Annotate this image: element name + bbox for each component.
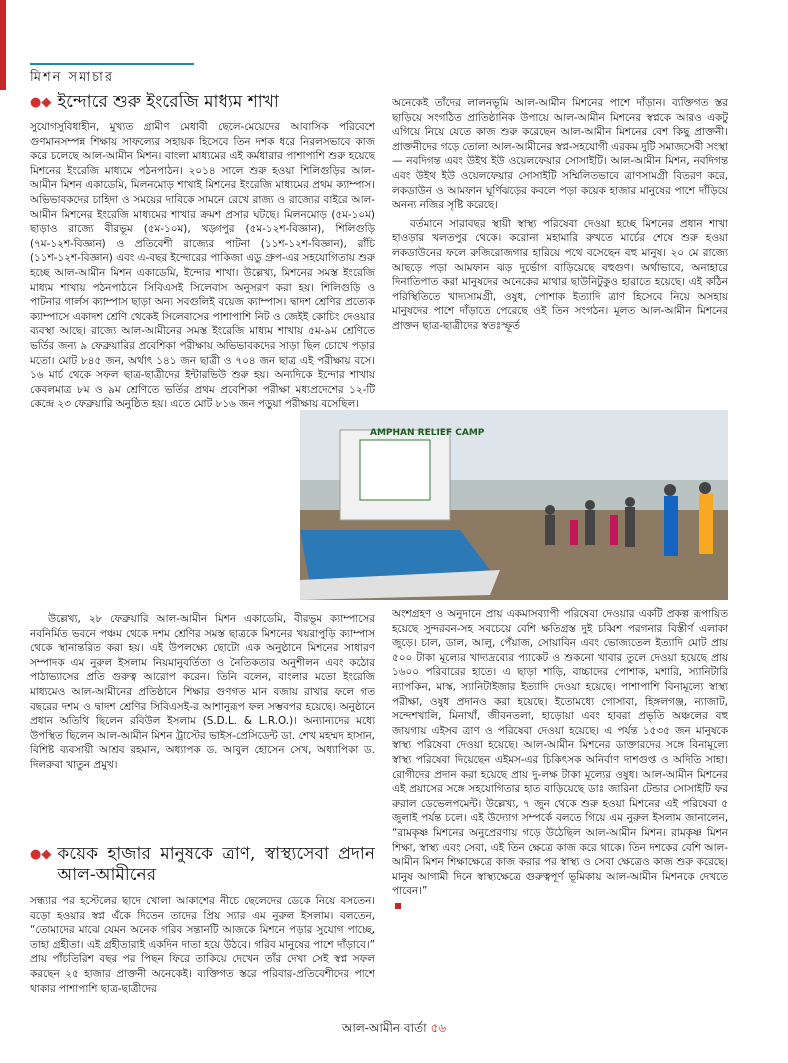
column2-paragraph: বর্তমানে সারাবছর স্থায়ী স্বাস্থ্য পরিষেবা দেওয়া হচ্ছে মিশনের প্রধান শাখা হাওড়ার খলতপুর থেকে। করোনা মহামারি রুখতে মার্চের শেষে শুরু হওয়া লকডাউনের ফলে রুজিরোজগার হারিয়ে পথে বসেছেন বহু মানুষ। ২০ মে রাজ্যে আছড়ে পড়া আমফান ঝড় দুর্ভোগ বাড়িয়েছে বহুগুণ। অর্থাভাবে, অনাহারে দিনাতিপাত করা মানুষদের অনেকের মাথার ছাউনিটুকুও হারাতে হয়েছে। এই কঠিন পরিস্থিতিতে খাদ্যসামগ্রী, ওষুধ, পোশাক ইত্যাদি ত্রাণ হিসেবে নিয়ে অসহায় মানুষদের পাশে দাঁড়াতে পেরেছে ওই তিন সংগঠন। মূলত আল-আমীন মিশনের প্রাক্তন ছাত্র-ছাত্রীদের স্বতঃস্ফূর্ত	[392, 217, 728, 332]
right-column-top	[392, 96, 728, 406]
photo-illustration	[300, 410, 728, 600]
end-mark-icon	[395, 903, 401, 909]
article2-headline	[30, 844, 375, 886]
section-rule	[30, 63, 194, 65]
right-column-bottom	[392, 607, 728, 1007]
bullet-icon: ●◆	[30, 95, 52, 110]
page-footer	[0, 1020, 788, 1040]
article1-paragraph: সুযোগসুবিধাহীন, মুখ্যত গ্রামীণ মেধাবী ছেলে-মেয়েদের আবাসিক পরিবেশে গুণমানসম্পন্ন শিক্ষায় সাফল্যের সহায়ক হিসেবে তিন দশক ধরে নিরলসভাবে কাজ করে চলেছে আল-আমীন মিশন। বাংলা মাধ্যমের এই কর্মধারার পাশাপাশি শুরু হয়েছে মিশনের ইংরেজি মাধ্যমে পঠনপাঠন। ২০১৪ সালে শুরু হওয়া শিলিগুড়ির আল-আমীন মিশন একাডেমি, মিলনমোড় শাখাই মিশনের ইংরেজি মাধ্যমের প্রথম ক্যাম্পাস। অভিভাবকদের চাহিদা ও সময়ের দাবিকে সামনে রেখে রাজ্য ও রাজ্যের বাইরে আল-আমীন মিশনের ইংরেজি মাধ্যমের শাখার ক্রমশ প্রসার ঘটছে। মিলনমোড় (৫ম-১০ম) ছাড়াও রাজ্যে বীরভূম (৫ম-১০ম), খড়্গপুর (৫ম-১২শ-বিজ্ঞান), শিলিগুড়ি (৭ম-১২শ-বিজ্ঞান) ও প্রতিবেশী রাজ্যের পাটনা (১১শ-১২শ-বিজ্ঞান), রাঁচি (১১শ-১২শ-বিজ্ঞান) এবং এ-বছর ইন্দোরের পাকিজা এডু গ্রুপ-এর সহযোগিতায় শুরু হচ্ছে আল-আমীন মিশন একাডেমি, ইন্দোর শাখা। উল্লেখ্য, মিশনের সমস্ত ইংরেজি মাধ্যম শাখায় পঠনপাঠনে সিবিএসই সিলেবাস অনুসরণ করা হয়। শিলিগুড়ি ও পাটনার গার্লস ক্যাম্পাস ছাড়া অন্য সবগুলিই বয়েজ ক্যাম্পাস। দ্বাদশ শ্রেণির প্রত্যেক ক্যাম্পাসে একাদশ শ্রেণি থেকেই সিলেবাসের পাশাপাশি নিট ও জেইই কোচিং দেওয়ার ব্যবস্থা আছে। রাজ্যে আল-আমীনের সমস্ত ইংরেজি মাধ্যম শাখায় ৫ম-৯ম শ্রেণিতে ভর্তির জন্য ৯ ফেব্রুয়ারির প্রবেশিকা পরীক্ষায় অভিভাবকদের সাড়া ছিল চোখে পড়ার মতো। মোট ৮৪৫ জন, অর্থাৎ ১৪১ জন ছাত্রী ও ৭০৪ জন ছাত্র এই পরীক্ষায় বসে। ১৬ মার্চ থেকে সফল ছাত্র-ছাত্রীদের ইন্টারভিউ শুরু হয়। অন্যদিকে ইন্দোর শাখায় কেবলমাত্র ৮ম ও ৯ম শ্রেণিতে ভর্তির প্রথম প্রবেশিকা পরীক্ষা মধ্যপ্রদেশের ১২-টি কেন্দ্রে ২৩ ফেব্রুয়ারি অনুষ্ঠিত হয়। এতে মোট ৮১৬ জন পড়ুয়া পরীক্ষায় বসেছিল।	[30, 121, 375, 411]
bullet-icon: ●◆	[30, 847, 52, 862]
article2-paragraph: সন্ধ্যার পর হস্টেলের ছাদে খোলা আকাশের নীচে ছেলেদের ডেকে নিয়ে বসতেন। বড়ো হওয়ার স্বপ্ন এঁকে দিতেন তাদের প্রিয় স্যার এম নুরুল ইসলাম। বলতেন, “তোমাদের মাঝে যেমন অনেক গরিব সন্তানটি আজকে মিশনে পড়ার সুযোগ পাচ্ছে, তাহা গ্রহীতা। এই গ্রহীতারাই একদিন দাতা হয়ে উঠবে। গরিব মানুষের পাশে দাঁড়াবে।” প্রায় পাঁচতিরিশ বছর পর পিছন ফিরে তাকিয়ে দেখেন তাঁর দেখা সেই স্বপ্ন সফল করছেন ২৫ হাজার প্রাক্তনী অনেকেই। ব্যক্তিগত স্তরে পরিবার-প্রতিবেশীদের পাশে থাকার পাশাপাশি ছাত্র-ছাত্রীদের	[30, 895, 375, 995]
article1-headline	[30, 92, 375, 113]
section-label: মিশন সমাচার	[30, 70, 115, 85]
page-number: ৫৬	[430, 1021, 447, 1035]
photo-banner-text: AMPHAN RELIEF CAMP	[370, 428, 485, 438]
column2-paragraph: অংশগ্রহণ ও অনুদানে প্রায় একমাসব্যাপী পরিষেবা দেওয়ার একটি প্রকল্প রূপায়িত হয়েছে সুন্দরবন-সহ সবচেয়ে বেশি ক্ষতিগ্রস্ত দুই চব্বিশ পরগনার বিস্তীর্ণ এলাকা জুড়ে। চাল, ডাল, আলু, পেঁয়াজ, সোয়াবিন এবং ভোজ্যতেল ইত্যাদি মোট প্রায় ৫০০ টাকা মূল্যের খাদ্যদ্রব্যের প্যাকেট ও শুকনো খাবার তুলে দেওয়া হয়েছে প্রায় ১৬০০ পরিবারের হাতে। এ ছাড়া শাড়ি, বাচ্চাদের পোশাক, মশারি, স্যানিটারি ন্যাপকিন, মাস্ক, স্যানিটাইজার ইত্যাদি দেওয়া হয়েছে। পাশাপাশি বিনামূল্যে স্বাস্থ্য পরীক্ষা, ওষুধ প্রদানও করা হয়েছে। ইতোমধ্যে গোসাবা, হিঙ্গলগঞ্জ, ন্যাজাট, সন্দেশখালি, মিনাখাঁ, জীবনতলা, হাড়োয়া এবং হাবরা প্রভৃতি অঞ্চলের বহু জায়গায় এইসব ত্রাণ ও পরিষেবা দেওয়া হয়েছে। এ পর্যন্ত ১৫৩৫ জন মানুষকে স্বাস্থ্য পরিষেবা দেওয়া হয়েছে। আল-আমীন মিশনের ডাক্তারদের সঙ্গে বিনামূল্যে স্বাস্থ্য পরিষেবা দিয়েছেন এইমস-এর চিকিৎসক অনির্বাণ দাশগুপ্ত ও অদিতি সাহা। রোগীদের প্রদান করা হয়েছে প্রায় দু-লক্ষ টাকা মূল্যের ওষুধ। আল-আমীন মিশনের এই প্রয়াসের সঙ্গে সহযোগিতার হাত বাড়িয়েছে ডাঃ জারিনা টেন্ডার সোসাইটি ফর রুরাল ডেভেলপমেন্ট। উল্লেখ্য, ৭ জুন থেকে শুরু হওয়া মিশনের এই পরিষেবা ৫ জুলাই পর্যন্ত চলে। এই উদ্যোগ সম্পর্কে বলতে গিয়ে এম নুরুল ইসলাম জানালেন, “রামকৃষ্ণ মিশনের অনুপ্রেরণায় গড়ে উঠেছিল আল-আমীন মিশন। রামকৃষ্ণ মিশন শিক্ষা, স্বাস্থ্য এবং সেবা, এই তিন ক্ষেত্রে কাজ করে থাকে। তিন দশকের বেশি আল-আমীন মিশন শিক্ষাক্ষেত্রে কাজ করার পর স্বাস্থ্য ও সেবা ক্ষেত্রেও কাজ শুরু করেছে। মানুষ আগামী দিনে স্বাস্থ্যক্ষেত্রে গুরুত্বপূর্ণ ভূমিকায় আল-আমীন মিশনকে দেখতে পাবেন।”	[392, 608, 728, 898]
relief-camp-photo	[300, 410, 728, 600]
article1-paragraph: উল্লেখ্য, ২৮ ফেব্রুয়ারি আল-আমীন মিশন একাডেমি, বীরভূম ক্যাম্পাসের নবনির্মিত ভবনে পঞ্চম থেকে দশম শ্রেণির সমস্ত ছাত্রকে মিশনের খয়রাপুড়ি ক্যাম্পাস থেকে স্থানান্তরিত করা হয়। এই উপলক্ষ্যে ছোটো এক অনুষ্ঠানে মিশনের সাধারণ সম্পাদক এম নুরুল ইসলাম নিয়মানুবর্তিতা ও নৈতিকতার অনুশীলন এবং কঠোর পাঠাভ্যাসের প্রতি গুরুত্ব আরোপ করেন। তিনি বলেন, বাংলার মতো ইংরেজি মাধ্যমেও আল-আমীনের প্রতিষ্ঠানে শিক্ষার গুণগত মান বজায় রাখার ফলে গত বছরের দশম ও দ্বাদশ শ্রেণির সিবিএসই-র আশানুরূপ ফল সম্ভবপর হয়েছে। অনুষ্ঠানে প্রধান অতিথি ছিলেন রবিউল ইসলাম (S.D.L. & L.R.O.)। অন্যান্যদের মধ্যে উপস্থিত ছিলেন আল-আমীন মিশন ট্রাস্টের ভাইস-প্রেসিডেন্ট ডা. শেখ মহম্মদ হাসান, বিশিষ্ট ব্যবসায়ী আশ্রব রহমান, অধ্যাপক ড. আবুল হোসেন সেখ, অধ্যাপিকা ড. দিলরুবা খাতুন প্রমুখ।	[30, 613, 375, 771]
article1-title: ইন্দোরে শুরু ইংরেজি মাধ্যম শাখা	[57, 92, 279, 112]
column2-paragraph: অনেকেই তাঁদের লালনভূমি আল-আমীন মিশনের পাশে দাঁড়ান। ব্যক্তিগত স্তর ছাড়িয়ে সংগঠিত প্রাতিষ্ঠানিক উপায়ে আল-আমীন মিশনের স্বপ্নকে আরও একটু এগিয়ে নিয়ে যেতে কাজ শুরু করেছেন আল-আমীন মিশনের বেশ কিছু প্রাক্তনী। প্রাক্তনীদের গড়ে তোলা আল-আমীনের স্বপ্ন-সহযোগী এরকম দুটি সমাজসেবী সংস্থা— নবদিগন্ত এবং উইথ ইউ ওয়েলফেয়ার সোসাইটি। আল-আমীন মিশন, নবদিগন্ত এবং উইথ ইউ ওয়েলফেয়ার সোসাইটি সম্মিলিতভাবে ত্রাণসামগ্রী বিতরণ করে, লকডাউন ও আমফান ঘূর্ণিঝড়ের কবলে পড়া কয়েক হাজার মানুষের পাশে দাঁড়িয়ে অনন্য নজির সৃষ্টি করেছে।	[392, 97, 728, 212]
article2-title: কয়েক হাজার মানুষকে ত্রাণ, স্বাস্থ্যসেবা প্রদান আল-আমীনের	[57, 844, 375, 885]
page-accent-bar	[0, 0, 6, 90]
magazine-name: আল-আমীন বার্তা	[341, 1021, 427, 1035]
